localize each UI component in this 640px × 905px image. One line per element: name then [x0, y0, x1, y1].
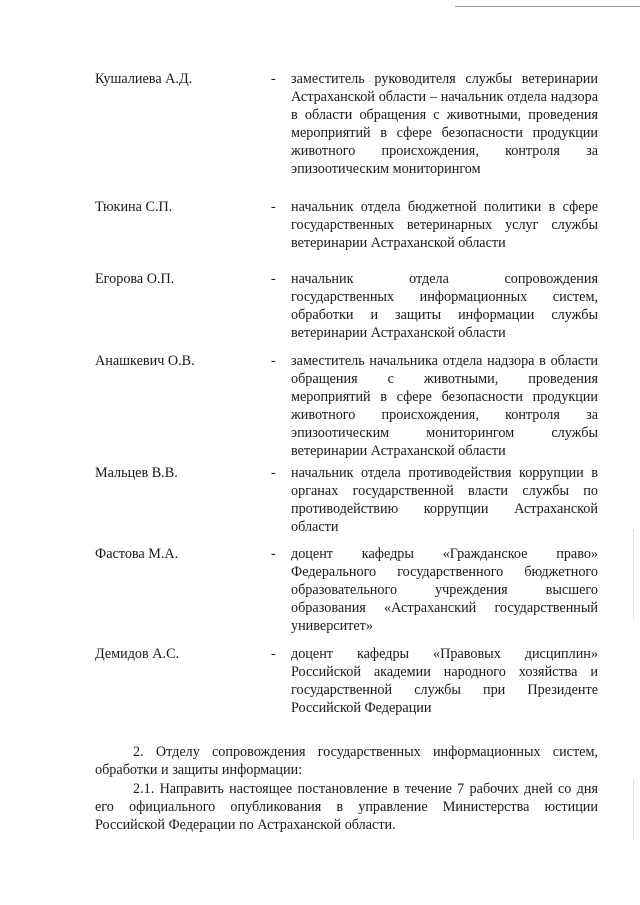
- member-position: доцент кафедры «Правовых дисциплин» Российской академии народного хозяйства и государственной службы при Президенте Российской Федерации: [291, 646, 598, 716]
- member-name: Кушалиева А.Д.: [95, 71, 193, 87]
- member-dash: -: [271, 199, 276, 215]
- member-position: начальник отдела противодействия коррупции в органах государственной власти службы по противодействию коррупции Астраханской области: [291, 465, 598, 535]
- member-dash: -: [271, 353, 276, 369]
- paragraph-2-text: 2. Отделу сопровождения государственных информационных систем, обработки и защиты информации:: [95, 744, 598, 778]
- scan-margin-marks: [633, 530, 636, 620]
- member-name: Мальцев В.В.: [95, 465, 178, 481]
- member-position: начальник отдела сопровождения государственных информационных систем, обработки и защиты информации службы ветеринарии Астраханской области: [291, 271, 598, 341]
- scan-margin-marks: [633, 780, 636, 840]
- member-name: Анашкевич О.В.: [95, 353, 195, 369]
- member-name: Егорова О.П.: [95, 271, 175, 287]
- member-dash: -: [271, 71, 276, 87]
- member-position: заместитель руководителя службы ветеринарии Астраханской области – начальник отдела надзора в области обращения с животными, проведения мероприятий в сфере безопасности продукции животного происхождения, контроля за эпизоотическим мониторингом: [291, 71, 598, 177]
- member-dash: -: [271, 271, 276, 287]
- member-position: начальник отдела бюджетной политики в сфере государственных ветеринарных услуг службы ветеринарии Астраханской области: [291, 199, 598, 251]
- member-dash: -: [271, 646, 276, 662]
- member-dash: -: [271, 465, 276, 481]
- member-name: Тюкина С.П.: [95, 199, 173, 215]
- member-name: Фастова М.А.: [95, 546, 179, 562]
- paragraph-2: [95, 743, 598, 779]
- top-border-line: [455, 6, 640, 7]
- paragraph-2-1: [95, 780, 598, 834]
- member-name: Демидов А.С.: [95, 646, 180, 662]
- member-dash: -: [271, 546, 276, 562]
- member-position: доцент кафедры «Гражданское право» Федерального государственного бюджетного образовательного учреждения высшего образования «Астраханский государственный университет»: [291, 546, 598, 634]
- member-position: заместитель начальника отдела надзора в области обращения с животными, проведения мероприятий в сфере безопасности продукции животного происхождения, контроля за эпизоотическим мониторингом службы ветеринарии Астраханской области: [291, 353, 598, 459]
- paragraph-2-1-text: 2.1. Направить настоящее постановление в течение 7 рабочих дней со дня его официального опубликования в управление Министерства юстиции Российской Федерации по Астраханской области.: [95, 781, 598, 833]
